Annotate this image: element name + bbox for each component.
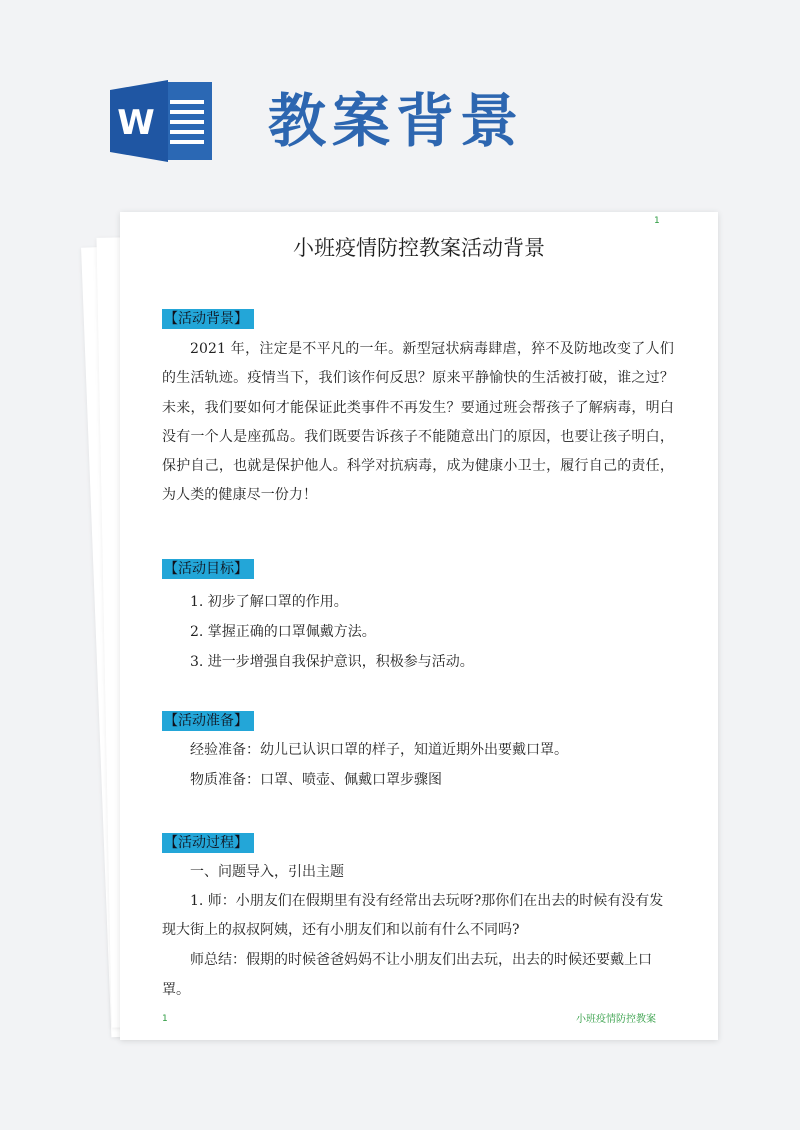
document-title: 小班疫情防控教案活动背景 [293, 236, 545, 260]
list-item: 一、问题导入，引出主题 [190, 864, 344, 880]
document-page [120, 212, 718, 1040]
section-paragraph: 2021 年，注定是不平凡的一年。新型冠状病毒肆虐，猝不及防地改变了人们的生活轨迹。疫情当下，我们该作何反思？原来平静愉快的生活被打破，谁之过？未来，我们要如何才能保证此类事件不再发生？要通过班会帮孩子了解病毒，明白没有一个人是座孤岛。我们既要告诉孩子不能随意出门的原因，也要让孩子明白，保护自己，也就是保护他人。科学对抗病毒，成为健康小卫士，履行自己的责任，为人类的健康尽一份力！ [162, 341, 674, 504]
section-process [162, 832, 674, 1005]
section-heading: 【活动背景】 [162, 309, 254, 329]
banner-title: 教案背景 [268, 87, 525, 155]
logo-letter: W [117, 103, 155, 143]
page-number-bottom: 1 [162, 1014, 168, 1024]
goal-list [162, 587, 674, 677]
process-list [162, 857, 674, 1005]
section-preparation [162, 710, 674, 795]
prep-list [162, 735, 674, 795]
word-logo-icon [110, 80, 214, 162]
list-item: 2. 掌握正确的口罩佩戴方法。 [190, 624, 376, 640]
list-item: 经验准备：幼儿已认识口罩的样子，知道近期外出要戴口罩。 [190, 742, 568, 758]
page-footer: 小班疫情防控教案 [576, 1014, 656, 1025]
banner [0, 0, 800, 200]
section-heading: 【活动准备】 [162, 711, 254, 731]
list-item: 物质准备：口罩、喷壶、佩戴口罩步骤图 [190, 772, 442, 788]
section-heading: 【活动过程】 [162, 833, 254, 853]
list-item: 师总结：假期的时候爸爸妈妈不让小朋友们出去玩，出去的时候还要戴上口罩。 [162, 952, 652, 998]
section-heading: 【活动目标】 [162, 559, 254, 579]
list-item: 1. 师：小朋友们在假期里有没有经常出去玩呀?那你们在出去的时候有没有发现大街上的叔叔阿姨，还有小朋友们和以前有什么不同吗? [162, 893, 664, 938]
page-number-top: 1 [654, 216, 660, 226]
list-item: 1. 初步了解口罩的作用。 [190, 594, 348, 610]
section-goals [162, 558, 674, 677]
section-background [162, 308, 674, 511]
list-item: 3. 进一步增强自我保护意识，积极参与活动。 [190, 654, 474, 670]
